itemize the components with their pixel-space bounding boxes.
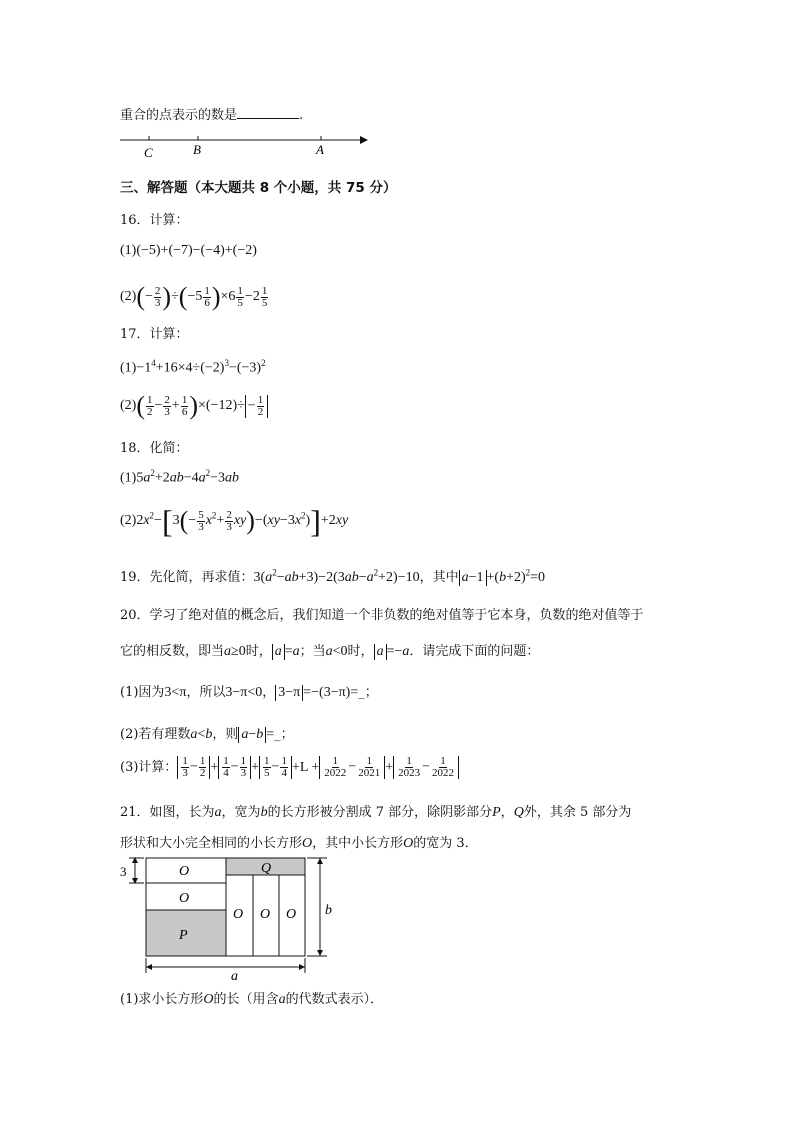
q20-p2end: _； [274,727,294,742]
q16-part1: (1)(−5)+(−7)−(−4)+(−2) [120,243,257,258]
q21-s1a: (1)求小长方形 [120,992,204,1007]
q19-where: ，其中 [419,570,459,585]
q15-tail [120,104,303,123]
q17-p2-label: (2) [120,398,137,414]
q16-part2: (2)(− $\frac{2}{3}$ )÷(−5 $\frac{1}{6}$ )×6 $\frac{1}{5}$ −2 $\frac{1}{5}$ [120,282,268,311]
q21-l1c: 的长方形被分割成 7 部分，除阴影部分 [267,805,493,820]
point-b-label: B [193,142,201,157]
q20-part1: (1)因为3<π，所以3−π<0， 3−π =−(3−π)=_； [120,685,378,700]
q21-s1b: 的长（用含 [213,992,279,1007]
q20-line2: 它的相反数，即当a≥0时， a =a；当a<0时， a =−a．请完成下面的问题： [120,644,540,659]
label-o5: O [286,907,297,922]
answer-blank [237,117,299,119]
q20-l2d: 时， [347,644,374,659]
rectangle-figure [115,852,345,984]
label-three: 3 [120,864,127,879]
q20-part2: (2)若有理数a<b，则 a−b =_； [120,727,294,742]
q21-l1a: 21．如图，长为 [120,805,215,820]
q20-l2c: ；当 [299,644,326,659]
q20-l2e: ．请完成下面的问题： [409,644,540,659]
q21-sub1: (1)求小长方形O的长（用含a的代数式表示）． [120,992,384,1007]
q18-p2-label: (2) [120,513,137,529]
q20-line1: 20．学习了绝对值的概念后，我们知道一个非负数的绝对值等于它本身，负数的绝对值等于 [120,608,644,623]
q20-l2b: 时， [245,644,272,659]
q15-text: 重合的点表示的数是 [120,108,238,123]
q20-p3a: (3)计算： [120,760,178,775]
q21-l2b: ，其中小长方形 [312,836,404,851]
q16-title: 16．计算： [120,213,189,228]
q18-p1-label: (1) [120,470,137,486]
q20-p2b: ，则 [212,727,239,742]
point-c-label: C [144,145,153,160]
q17-p1-label: (1) [120,360,137,376]
q20-p1c: ， [262,685,276,700]
section-title: 三、解答题（本大题共 8 个小题，共 75 分） [120,180,397,196]
label-o1: O [179,864,190,879]
q21-l1e: 外，其余 5 部分为 [523,805,632,820]
number-line [115,130,375,162]
q20-p1end: _； [358,685,378,700]
q21-l2c: 的宽为 3． [413,836,478,851]
q21-l1d: ， [500,805,514,820]
q17-title: 17．计算： [120,327,189,342]
q17-part1: $(1)-1^4+16\times 4\div(-2)^3-(-3)^2$ [120,358,266,376]
q21-l2a: 形状和大小完全相同的小长方形 [120,836,303,851]
q20-part3: (3)计算： $\frac{1}{3}$ − $\frac{1}{2}$ + $\frac{1}{4}$ − $\frac{1}{3}$ + $\frac{1}{5}$ − $\frac{1}{4}$ +L + $\frac{1}{2022}$ − $\frac{1}{2021}$ + $\frac{1}{2023}$ − $\frac{1}{2022}$ [120,756,459,779]
label-a: a [231,969,238,984]
label-q: Q [261,861,272,876]
q21-line2: 形状和大小完全相同的小长方形O，其中小长方形O的宽为 3． [120,836,478,851]
label-o4: O [260,907,271,922]
q15-end: . [299,108,304,123]
label-b: b [325,903,332,918]
label-p: P [179,928,188,943]
q18-part2: $(2)2x^2-[3(-$ $\frac{5}{3}$ $x^2+$ $\frac{2}{3}$ $xy)-(xy-3x^2)]+2xy$ [120,503,349,539]
q19: 19．先化简，再求值：$3(a^2-ab+3)-2(3ab-a^2+2)-10$，其中 $a-1 +(b+2)^2=0$ [120,567,546,585]
q21-s1c: 的代数式表示）． [285,992,384,1007]
label-o3: O [233,907,244,922]
q20-p1a: (1)因为 [120,685,165,700]
q20-p2a: (2)若有理数 [120,727,191,742]
q16-p2-label: (2) [120,289,137,305]
point-a-label: A [316,142,324,157]
q18-part1: $(1)5a^2+2ab-4a^2-3ab$ [120,468,240,486]
q17-part2: (2)( $\frac{1}{2}$ − $\frac{2}{3}$ + $\frac{1}{6}$ )×(−12)÷ − $\frac{1}{2}$ [120,393,268,419]
q21-line1: 21．如图，长为a，宽为b的长方形被分割成 7 部分，除阴影部分P，Q外，其余 5 部分为 [120,805,632,820]
q21-l1b: ，宽为 [221,805,261,820]
label-o2: O [179,891,190,906]
q20-p1b: ，所以 [186,685,226,700]
q19-text: 19．先化简，再求值： [120,570,254,585]
q20-l2a: 它的相反数，即当 [120,644,225,659]
q18-title: 18．化简： [120,441,189,456]
